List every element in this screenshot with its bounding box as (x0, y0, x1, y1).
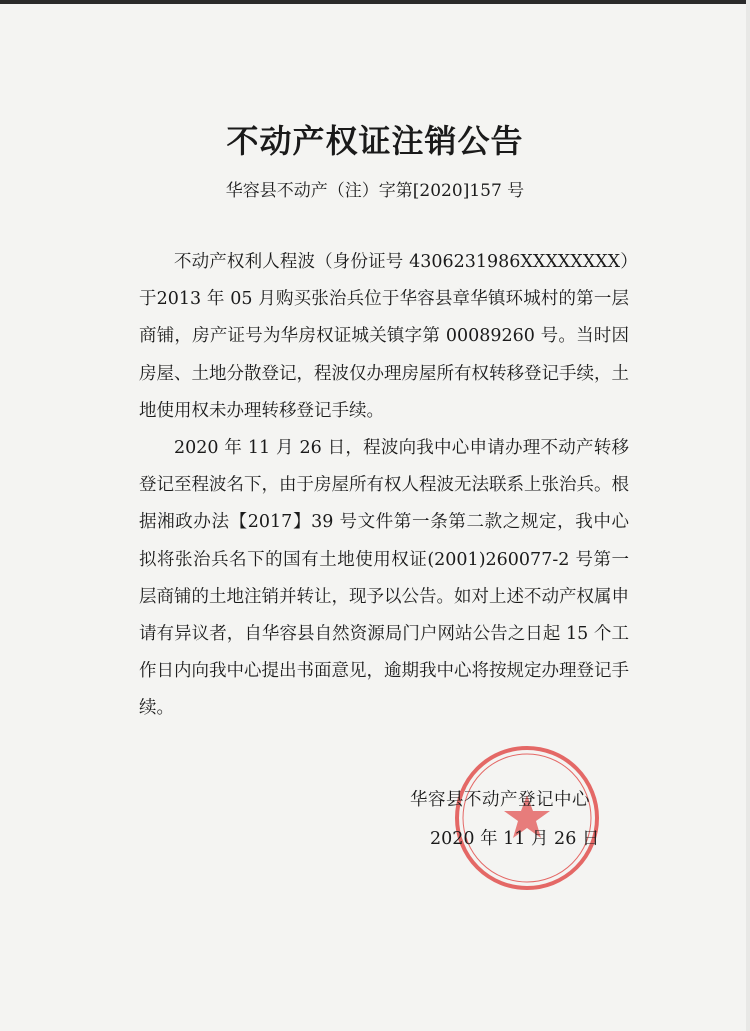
paragraph-1: 不动产权利人程波（身份证号 4306231986XXXXXXXX）于2013 年 05 月购买张治兵位于华容县章华镇环城村的第一层商铺，房产证号为华房权证城关镇字第 00089260 号。当时因房屋、土地分散登记，程波仅办理房屋所有权转移登记手续，土地使用权未办理转移登记手续。 (139, 252, 629, 421)
issue-date: 2020 年 11 月 26 日 (430, 829, 600, 849)
official-seal (452, 743, 602, 893)
paragraph-2: 2020 年 11 月 26 日，程波向我中心申请办理不动产转移登记至程波名下，由于房屋所有权人程波无法联系上张治兵。根据湘政办法【2017】39 号文件第一条第二款之规定，我中心拟将张治兵名下的国有土地使用权证(2001)260077-2 号第一层商铺的土地注销并转让，现予以公告。如对上述不动产权属申请有异议者，自华容县自然资源局门户网站公告之日起 15 个工作日内向我中心提出书面意见，逾期我中心将按规定办理登记手续。 (139, 438, 629, 719)
notice-body (139, 244, 629, 728)
notice-title: 不动产权证注销公告 (226, 122, 524, 160)
issuer-name: 华容县不动产登记中心 (410, 790, 590, 810)
document-number: 华容县不动产（注）字第[2020]157 号 (225, 181, 525, 201)
scan-top-edge (0, 0, 750, 4)
